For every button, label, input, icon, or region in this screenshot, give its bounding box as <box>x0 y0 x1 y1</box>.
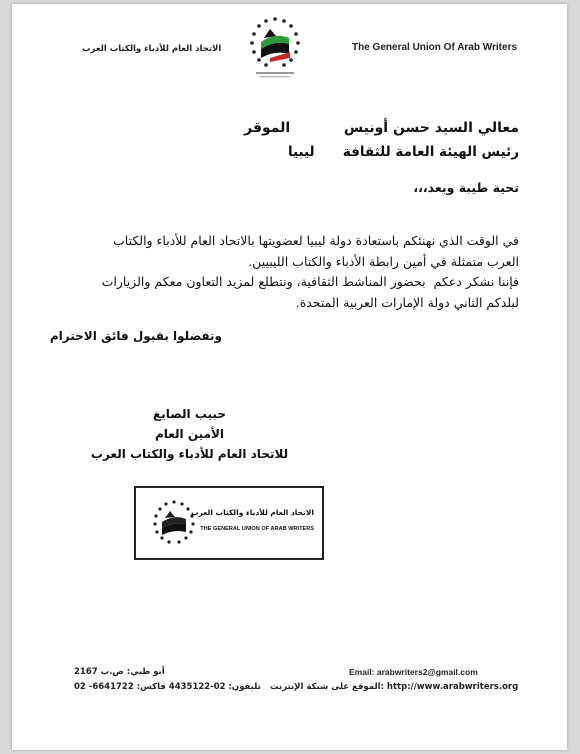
footer-po-box: أبو ظبي: ص.ب 2167 <box>74 667 165 677</box>
stamp-arabic-name: الاتحاد العام للأدباء والكتاب العرب <box>191 508 314 517</box>
body-line: فإننا نشكر دعكم بحضور المناشط الثقافية، ونتطلع لمزيد التعاون معكم والزيارات <box>101 274 519 289</box>
body-line: العرب متمثلة في أمين رابطة الأدباء والكتاب الليبيين. <box>248 254 519 269</box>
signatory-title: الأمين العام <box>154 427 225 441</box>
stamp-english-name: THE GENERAL UNION OF ARAB WRITERS <box>200 526 314 532</box>
union-emblem-icon <box>240 14 310 80</box>
signatory-name: حبيب الصايغ <box>153 407 226 421</box>
greeting: تحية طيبة وبعد،،، <box>413 180 519 195</box>
signatory-organization: للاتحاد العام للأدباء والكتاب العرب <box>90 447 289 461</box>
closing-line: وتفضلوا بقبول فائق الاحترام <box>49 329 222 343</box>
header-english-name: The General Union Of Arab Writers <box>352 42 518 53</box>
header-arabic-name: الاتحاد العام للأدباء والكتاب العرب <box>82 44 222 54</box>
stamp-emblem-icon <box>148 498 200 548</box>
body-line: في الوقت الذي نهنئكم باستعادة دولة ليبيا لعضويتها بالاتحاد العام للأدباء والكتاب <box>113 233 519 248</box>
body-line: لبلدكم الثاني دولة الإمارات العربية المتحدة. <box>295 295 519 310</box>
footer-email[interactable]: Email: arabwriters2@gmail.com <box>349 667 478 677</box>
official-stamp <box>134 486 324 560</box>
letter-page <box>12 4 567 750</box>
addressee-line: معالي السيد حسن أونيس الموقر <box>244 120 519 136</box>
footer-phone-fax: تليفون: 02-4435122 فاكس: 6641722- 02 <box>74 682 261 692</box>
footer-website[interactable]: الموقع على شبكة الإنترنت: http://www.arabwriters.org <box>270 682 519 692</box>
position-line: رئيس الهيئة العامة للثقافة ليبيا <box>287 144 519 160</box>
signature-block <box>82 404 297 464</box>
